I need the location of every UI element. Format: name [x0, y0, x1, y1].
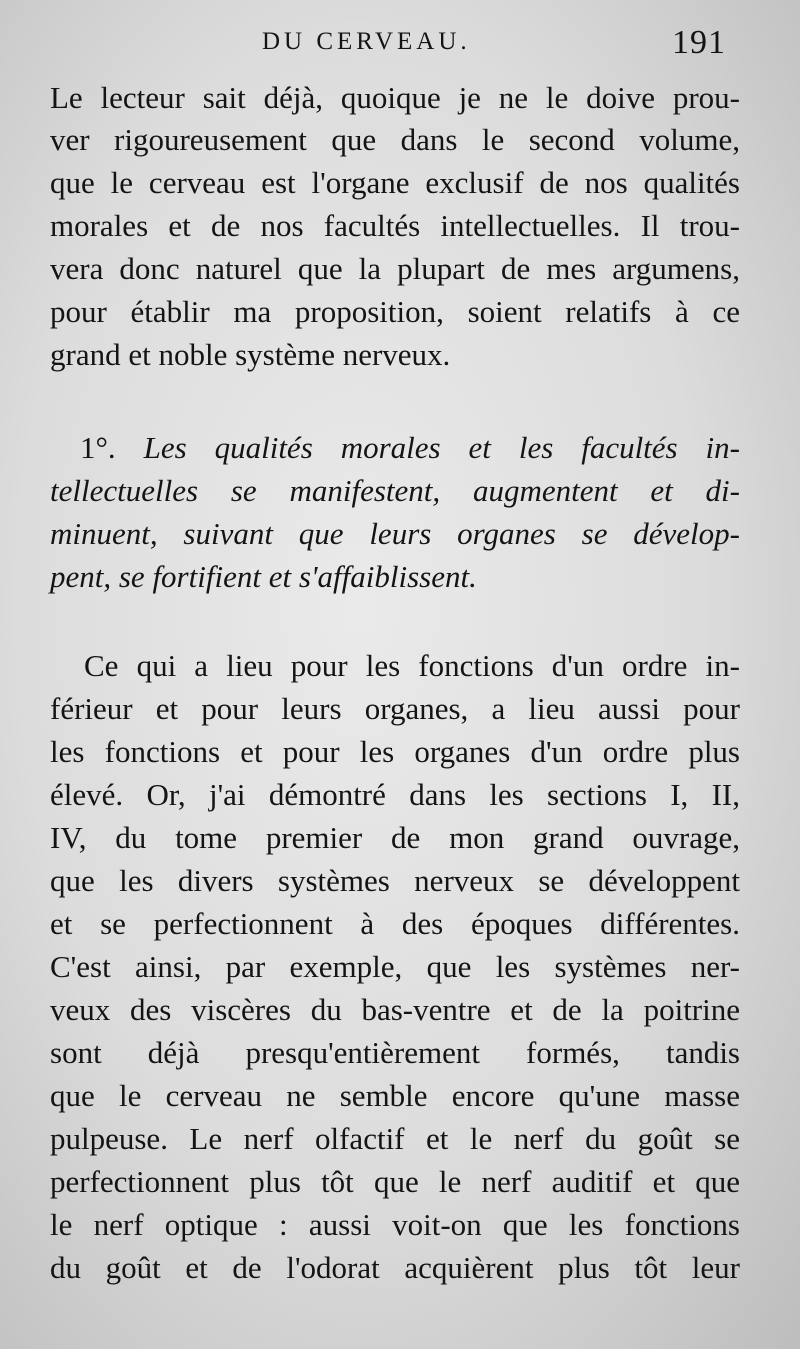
text-line: C'est ainsi, par exemple, que les systèmes ner- — [50, 949, 740, 984]
text-line: vera donc naturel que la plupart de mes argumens, — [50, 251, 740, 286]
text-line: pent, se fortifient et s'affaiblissent. — [50, 559, 477, 594]
proposition-text: Les qualités morales et les facultés in- — [143, 430, 740, 465]
text-line: veux des viscères du bas-ventre et de la poitrine — [50, 992, 740, 1027]
text-line: élevé. Or, j'ai démontré dans les sections I, II, — [50, 777, 740, 812]
text-line: grand et noble système nerveux. — [50, 337, 451, 372]
text-line: pour établir ma proposition, soient relatifs à ce — [50, 294, 740, 329]
text-line: morales et de nos facultés intellectuelles. Il trou- — [50, 208, 740, 243]
text-line: sont déjà presqu'entièrement formés, tandis — [50, 1035, 740, 1070]
text-line: que les divers systèmes nerveux se développent — [50, 863, 740, 898]
proposition-number: 1°. — [80, 430, 116, 465]
text-line: perfectionnent plus tôt que le nerf auditif et que — [50, 1164, 740, 1199]
text-line: que le cerveau est l'organe exclusif de nos qualités — [50, 165, 740, 200]
text-line: ver rigoureusement que dans le second volume, — [50, 122, 740, 157]
text-line: que le cerveau ne semble encore qu'une masse — [50, 1078, 740, 1113]
page-header — [0, 22, 800, 72]
running-title: DU CERVEAU. — [262, 28, 471, 55]
page-number: 191 — [672, 24, 726, 61]
text-line: le nerf optique : aussi voit-on que les fonctions — [50, 1207, 740, 1242]
text-line: minuent, suivant que leurs organes se dévelop- — [50, 516, 740, 551]
text-line: Le lecteur sait déjà, quoique je ne le doive prou- — [50, 80, 740, 115]
text-line: férieur et pour leurs organes, a lieu aussi pour — [50, 691, 740, 726]
text-line: Ce qui a lieu pour les fonctions d'un ordre in- — [84, 648, 740, 683]
text-line: du goût et de l'odorat acquièrent plus tôt leur — [50, 1250, 740, 1285]
text-line: tellectuelles se manifestent, augmentent et di- — [50, 473, 740, 508]
text-line: et se perfectionnent à des époques différentes. — [50, 906, 740, 941]
text-line: IV, du tome premier de mon grand ouvrage, — [50, 820, 740, 855]
text-line: les fonctions et pour les organes d'un ordre plus — [50, 734, 740, 769]
text-line: pulpeuse. Le nerf olfactif et le nerf du goût se — [50, 1121, 740, 1156]
text-line — [80, 428, 740, 468]
